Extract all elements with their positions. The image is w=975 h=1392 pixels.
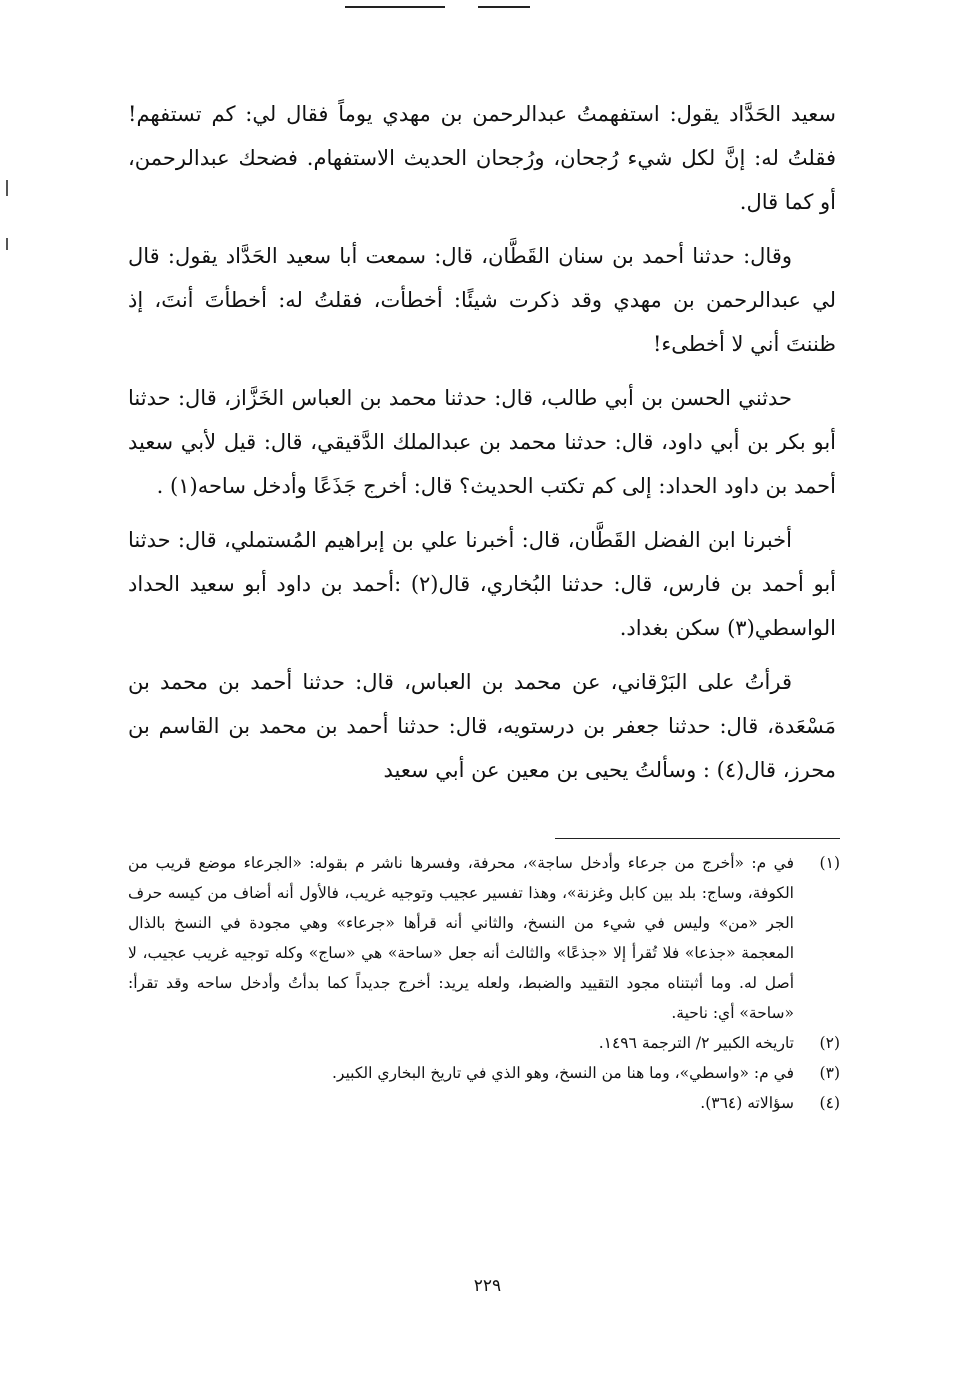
paragraph-3: حدثني الحسن بن أبي طالب، قال: حدثنا محمد بن العباس الخَزَّاز، قال: حدثنا أبو بكر بن أبي داود، قال: حدثنا محمد بن عبدالملك الدَّقيقي، قال: قيل لأبي سعيد أحمد بن داود الحداد: إلى كم تكتب الحديث؟ قال: أخرج جَذَعًا وأدخل ساحه(١) . [128, 386, 836, 498]
footnote-text: في م: «واسطي»، وما هنا من النسخ، وهو الذي في تاريخ البخاري الكبير. [332, 1064, 794, 1082]
footnote-4 [128, 1088, 840, 1118]
body-text [128, 92, 836, 802]
margin-tick-upper [6, 180, 8, 196]
page-number: ٢٢٩ [473, 1276, 502, 1296]
footnote-number: (٣) [819, 1064, 840, 1082]
footnote-number: (٢) [819, 1034, 840, 1052]
footnotes [128, 848, 840, 1118]
footnote-2 [128, 1028, 840, 1058]
footnote-text: في م: «أخرج من جرعاء وأدخل ساجة»، محرفة، وفسرها ناشر م بقوله: «الجرعاء موضع قريب من الكوفة، وساج: بلد بين كابل وغزنة»، وهذا تفسير عجيب وتوجيه غريب، فالأول أنه أضاف من كيسه حرف الجر «من» وليس في شيء من النسخ، والثاني أنه قرأها «جرعاء» وهي مجودة في النسخ بالذال المعجمة «جذعا» فلا تُقرأ إلا «جذعًا» والثالث أنه جعل «ساحة» هي «ساج» وكله توجيه غريب عجيب، لا أصل له. وما أثبتناه مجود التقييد والضبط، ولعله يريد: أخرج جديداً كما بدأتُ وأدخل ساحه وقد تقرأ: «ساحة» أي: ناحية. [128, 854, 794, 1022]
top-rule-left [345, 6, 445, 8]
paragraph-1: سعيد الحَدَّاد يقول: استفهمتُ عبدالرحمن بن مهدي يوماً فقال لي: كم تستفهم! فقلتُ له: إنَّ لكل شيء رُجحان، ورُجحان الحديث الاستفهام. فضحك عبدالرحمن، أو كما قال. [128, 102, 836, 214]
paragraph-4: أخبرنا ابن الفضل القَطَّان، قال: أخبرنا علي بن إبراهيم المُستملي، قال: حدثنا أبو أحمد بن فارس، قال: حدثنا البُخاري، قال(٢) :أحمد بن داود أبو سعيد الحداد الواسطي(٣) سكن بغداد. [128, 528, 836, 640]
paragraph-2: وقال: حدثنا أحمد بن سنان القَطَّان، قال: سمعت أبا سعيد الحَدَّاد يقول: قال لي عبدالرحمن بن مهدي وقد ذكرت شيئًا: أخطأت، فقلتُ له: أخطأتَ أنتَ، إذ ظننتَ أني لا أخطىء! [128, 244, 836, 356]
footnote-text: سؤالاته (٣٦٤). [700, 1094, 794, 1112]
footnote-1 [128, 848, 840, 1028]
margin-tick-lower [6, 238, 8, 250]
footnote-number: (١) [819, 854, 840, 872]
paragraph-5: قرأتُ على البَرْقاني، عن محمد بن العباس، قال: حدثنا أحمد بن محمد بن مَسْعَدة، قال: حدثنا جعفر بن درستويه، قال: حدثنا أحمد بن محمد بن القاسم بن محرز، قال(٤) : وسألتُ يحيى بن معين عن أبي سعيد [128, 670, 836, 782]
footnote-text: تاريخه الكبير ٢/ الترجمة ١٤٩٦. [598, 1034, 794, 1052]
footnote-3 [128, 1058, 840, 1088]
footnote-number: (٤) [819, 1094, 840, 1112]
top-rule-right [478, 6, 530, 8]
footnote-separator [555, 838, 840, 839]
